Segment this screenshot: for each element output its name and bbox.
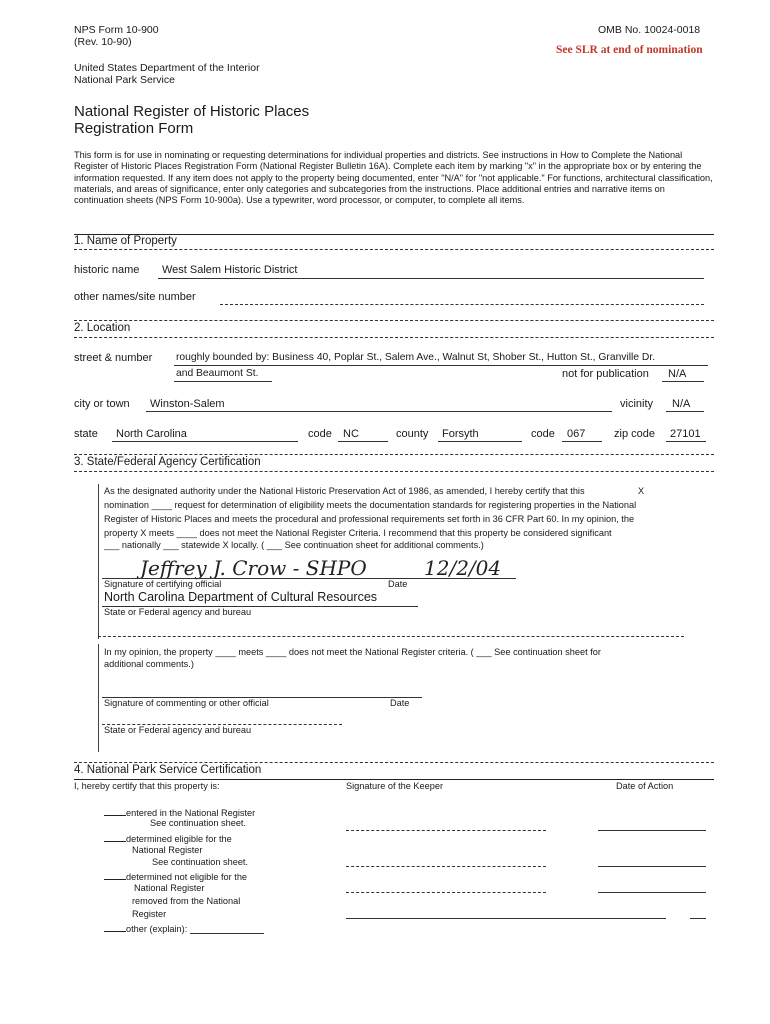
commenting-date-label: Date bbox=[390, 698, 410, 708]
date-of-action-label: Date of Action bbox=[616, 781, 674, 791]
form-id: NPS Form 10-900 bbox=[74, 24, 159, 36]
action-date-line[interactable] bbox=[598, 866, 706, 867]
cert-text-line4: property X meets ____ does not meet the National Register Criteria. I recommend that this property be considered significant bbox=[104, 528, 612, 538]
vicinity-label: vicinity bbox=[620, 398, 654, 410]
opinion-text-line1: In my opinion, the property ____ meets ____ does not meet the National Register criteria. ( ___ See continuation sheet for bbox=[104, 647, 601, 657]
removed-register: Register bbox=[132, 909, 167, 919]
section-rule bbox=[74, 337, 714, 338]
not-for-publication-label: not for publication bbox=[562, 368, 649, 380]
agency-label-2: State or Federal agency and bureau bbox=[104, 725, 252, 735]
cert-text-line5: ___ nationally ___ statewide X locally. ( ___ See continuation sheet for additional comments.) bbox=[104, 540, 484, 550]
state-field[interactable]: North Carolina bbox=[116, 428, 187, 440]
field-underline bbox=[174, 381, 272, 382]
section-rule bbox=[74, 249, 714, 250]
state-label: state bbox=[74, 428, 98, 440]
field-underline bbox=[338, 441, 388, 442]
cert-text-line1: As the designated authority under the National Historic Preservation Act of 1986, as amended, I hereby certify that this bbox=[104, 486, 585, 496]
county-label: county bbox=[396, 428, 429, 440]
city-field[interactable]: Winston-Salem bbox=[150, 398, 225, 410]
not-for-publication-field[interactable]: N/A bbox=[668, 368, 687, 380]
section-rule bbox=[74, 454, 714, 455]
comment-box-border bbox=[98, 644, 99, 752]
keeper-signature-line[interactable] bbox=[346, 918, 666, 919]
other-option[interactable]: other (explain): bbox=[104, 922, 187, 936]
certify-label: I, hereby certify that this property is: bbox=[74, 781, 220, 791]
action-date-line[interactable] bbox=[598, 892, 706, 893]
eligible-option[interactable]: determined eligible for the bbox=[104, 832, 232, 846]
state-code-field[interactable]: NC bbox=[343, 428, 359, 440]
other-names-label: other names/site number bbox=[74, 291, 196, 303]
street-label: street & number bbox=[74, 352, 153, 364]
keeper-signature-label: Signature of the Keeper bbox=[346, 781, 444, 791]
cert-text-line3: Register of Historic Places and meets the procedural and professional requirements set forth in 36 CFR Part 60. In my opinion, the bbox=[104, 514, 635, 524]
field-underline bbox=[158, 278, 704, 279]
city-label: city or town bbox=[74, 398, 130, 410]
commenting-signature-label: Signature of commenting or other official bbox=[104, 698, 269, 708]
zip-field[interactable]: 27101 bbox=[670, 428, 701, 440]
street-field-line2[interactable]: and Beaumont St. bbox=[176, 368, 259, 379]
state-code-label: code bbox=[308, 428, 332, 440]
section-1-heading: 1. Name of Property bbox=[74, 235, 177, 247]
entered-option[interactable]: entered in the National Register bbox=[104, 806, 255, 820]
keeper-signature-line[interactable] bbox=[346, 830, 546, 831]
other-explain-field[interactable] bbox=[190, 933, 264, 934]
cert-nomination-check[interactable]: X bbox=[638, 486, 645, 496]
county-field[interactable]: Forsyth bbox=[442, 428, 479, 440]
county-code-label: code bbox=[531, 428, 555, 440]
section-4-heading: 4. National Park Service Certification bbox=[74, 764, 262, 776]
zip-label: zip code bbox=[614, 428, 655, 440]
eligible-register: National Register bbox=[132, 845, 203, 855]
vicinity-field[interactable]: N/A bbox=[672, 398, 691, 410]
instructions-paragraph: This form is for use in nominating or requesting determinations for individual properties and districts. See instructions in How to Complete the National Register of Historic Places Registration Form (National Register Bulletin 16A). Complete each item by marking "x" in the appropriate box or by entering the information requested. If any item does not apply to the property being documented, enter "N/A" for "not applicable." For functions, architectural classification, materials, and areas of significance, enter only categories and subcategories from the instructions. Place additional entries and narrative items on continuation sheets (NPS Form 10-900a). Use a typewriter, word processor, or computer, to complete all items. bbox=[74, 150, 713, 206]
field-underline bbox=[146, 411, 612, 412]
field-underline bbox=[174, 365, 708, 366]
certification-box-border bbox=[98, 484, 99, 639]
field-underline bbox=[662, 381, 704, 382]
street-field-line1[interactable]: roughly bounded by: Business 40, Poplar St., Salem Ave., Walnut St, Shober St., Hutton St., Granville Dr. bbox=[176, 352, 656, 363]
department: United States Department of the Interior bbox=[74, 62, 260, 74]
agency-field[interactable]: North Carolina Department of Cultural Resources bbox=[104, 590, 378, 604]
keeper-signature-line[interactable] bbox=[346, 892, 546, 893]
section-3-heading: 3. State/Federal Agency Certification bbox=[74, 456, 261, 468]
keeper-signature-line[interactable] bbox=[346, 866, 546, 867]
signature-label: Signature of certifying official bbox=[104, 579, 222, 589]
slr-note: See SLR at end of nomination bbox=[556, 44, 703, 56]
entered-continuation: See continuation sheet. bbox=[150, 818, 247, 828]
field-underline bbox=[112, 441, 298, 442]
service: National Park Service bbox=[74, 74, 175, 86]
form-title: National Register of Historic Places bbox=[74, 103, 310, 120]
not-eligible-register: National Register bbox=[134, 883, 205, 893]
form-revision: (Rev. 10-90) bbox=[74, 36, 132, 48]
omb-number: OMB No. 10024-0018 bbox=[598, 24, 701, 36]
agency-label: State or Federal agency and bureau bbox=[104, 607, 252, 617]
cert-text-line2: nomination ____ request for determination of eligibility meets the documentation standards for registering properties in the National bbox=[104, 500, 637, 510]
section-rule bbox=[74, 762, 714, 763]
handwritten-signature: Jeffrey J. Crow - SHPO bbox=[140, 556, 367, 580]
section-rule bbox=[74, 779, 714, 780]
county-code-field[interactable]: 067 bbox=[567, 428, 586, 440]
section-rule bbox=[74, 320, 714, 321]
section-divider bbox=[98, 636, 684, 637]
other-names-field[interactable] bbox=[220, 304, 704, 305]
handwritten-date: 12/2/04 bbox=[424, 556, 502, 580]
action-date-line[interactable] bbox=[598, 830, 706, 831]
field-underline bbox=[666, 441, 706, 442]
action-date-line[interactable] bbox=[690, 918, 706, 919]
historic-name-label: historic name bbox=[74, 264, 140, 276]
not-eligible-option[interactable]: determined not eligible for the bbox=[104, 870, 247, 884]
opinion-text-line2: additional comments.) bbox=[104, 659, 194, 669]
section-rule bbox=[74, 471, 714, 472]
field-underline bbox=[666, 411, 704, 412]
date-label: Date bbox=[388, 579, 408, 589]
historic-name-field[interactable]: West Salem Historic District bbox=[162, 264, 298, 276]
form-subtitle: Registration Form bbox=[74, 120, 194, 137]
field-underline bbox=[438, 441, 522, 442]
field-underline bbox=[562, 441, 602, 442]
section-2-heading: 2. Location bbox=[74, 322, 131, 334]
removed-option[interactable]: removed from the National bbox=[132, 896, 241, 906]
eligible-continuation: See continuation sheet. bbox=[152, 857, 249, 867]
